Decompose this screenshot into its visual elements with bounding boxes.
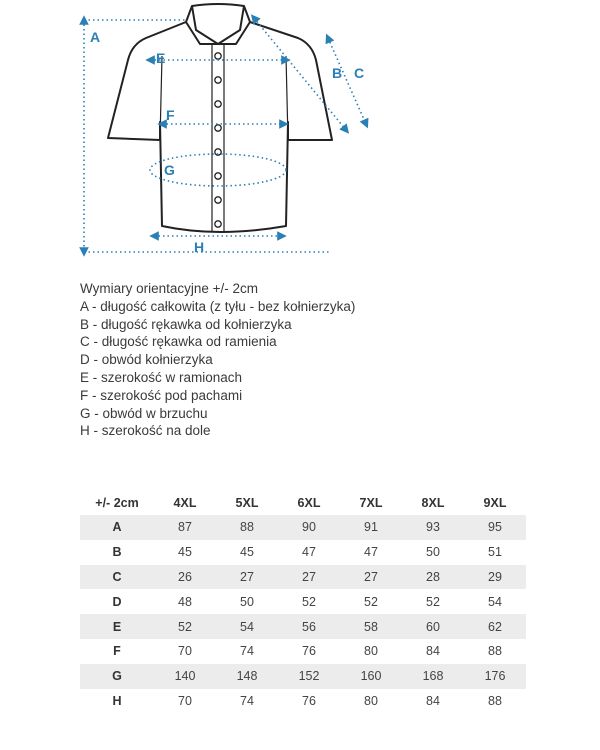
table-cell: 76 <box>278 689 340 714</box>
diagram-label-g: G <box>164 162 175 178</box>
row-label: B <box>80 540 154 565</box>
table-cell: 56 <box>278 614 340 639</box>
table-cell: 26 <box>154 565 216 590</box>
table-row <box>80 515 526 540</box>
table-row <box>80 565 526 590</box>
legend-line: F - szerokość pod pachami <box>80 387 243 403</box>
legend-line: Wymiary orientacyjne +/- 2cm <box>80 281 259 296</box>
size-header: 6XL <box>297 496 321 510</box>
diagram-label-c: C <box>354 65 365 81</box>
table-cell: 62 <box>464 614 526 639</box>
table-row <box>80 639 526 664</box>
table-cell: 168 <box>402 664 464 689</box>
table-cell: 90 <box>278 515 340 540</box>
table-cell: 47 <box>278 540 340 565</box>
row-label: C <box>80 565 154 590</box>
row-label: G <box>80 664 154 689</box>
size-header: 4XL <box>173 496 197 510</box>
table-cell: 148 <box>216 664 278 689</box>
diagram-label-h: H <box>194 239 205 255</box>
legend-line: C - długość rękawka od ramienia <box>80 334 277 350</box>
table-cell: 47 <box>340 540 402 565</box>
table-cell: 27 <box>216 565 278 590</box>
table-cell: 54 <box>216 614 278 639</box>
row-label: D <box>80 589 154 614</box>
diagram-label-b: B <box>332 65 343 81</box>
table-cell: 45 <box>216 540 278 565</box>
legend-line: E - szerokość w ramionach <box>80 369 243 385</box>
table-row <box>80 589 526 614</box>
table-cell: 48 <box>154 589 216 614</box>
diagram-label-e: E <box>156 50 166 66</box>
table-cell: 140 <box>154 664 216 689</box>
measurement-legend <box>80 280 500 440</box>
table-cell: 152 <box>278 664 340 689</box>
table-cell: 27 <box>340 565 402 590</box>
shirt-buttons <box>215 53 221 227</box>
measure-line-c <box>328 38 366 124</box>
size-header: 5XL <box>235 496 259 510</box>
table-row <box>80 664 526 689</box>
table-cell: 27 <box>278 565 340 590</box>
table-cell: 176 <box>464 664 526 689</box>
table-cell: 84 <box>402 689 464 714</box>
row-label: E <box>80 614 154 639</box>
table-cell: 76 <box>278 639 340 664</box>
table-cell: 50 <box>216 589 278 614</box>
table-corner: +/- 2cm <box>95 496 139 510</box>
legend-line: G - obwód w brzuchu <box>80 405 208 421</box>
table-cell: 70 <box>154 639 216 664</box>
table-cell: 58 <box>340 614 402 639</box>
table-cell: 52 <box>340 589 402 614</box>
table-cell: 74 <box>216 689 278 714</box>
diagram-label-a: A <box>90 29 101 45</box>
table-cell: 74 <box>216 639 278 664</box>
table-cell: 88 <box>464 689 526 714</box>
table-row <box>80 614 526 639</box>
table-cell: 45 <box>154 540 216 565</box>
table-cell: 52 <box>154 614 216 639</box>
row-label: A <box>80 515 154 540</box>
table-cell: 91 <box>340 515 402 540</box>
diagram-label-f: F <box>166 107 175 123</box>
table-cell: 80 <box>340 639 402 664</box>
size-header: 8XL <box>421 496 445 510</box>
table-cell: 54 <box>464 589 526 614</box>
table-cell: 28 <box>402 565 464 590</box>
size-header: 9XL <box>483 496 507 510</box>
legend-line: A - długość całkowita (z tyłu - bez kołnierzyka) <box>80 298 356 314</box>
table-cell: 80 <box>340 689 402 714</box>
table-cell: 60 <box>402 614 464 639</box>
table-header-row <box>80 491 526 515</box>
table-cell: 52 <box>402 589 464 614</box>
size-header: 7XL <box>359 496 383 510</box>
table-cell: 88 <box>216 515 278 540</box>
table-cell: 84 <box>402 639 464 664</box>
legend-line: D - obwód kołnierzyka <box>80 352 213 368</box>
table-cell: 87 <box>154 515 216 540</box>
size-table <box>80 491 526 713</box>
table-cell: 95 <box>464 515 526 540</box>
table-cell: 88 <box>464 639 526 664</box>
legend-line: B - długość rękawka od kołnierzyka <box>80 316 292 332</box>
table-cell: 160 <box>340 664 402 689</box>
table-cell: 29 <box>464 565 526 590</box>
table-row <box>80 540 526 565</box>
table-cell: 70 <box>154 689 216 714</box>
row-label: F <box>80 639 154 664</box>
table-cell: 52 <box>278 589 340 614</box>
table-cell: 51 <box>464 540 526 565</box>
row-label: H <box>80 689 154 714</box>
legend-line: H - szerokość na dole <box>80 423 211 439</box>
table-cell: 50 <box>402 540 464 565</box>
table-cell: 93 <box>402 515 464 540</box>
shirt-diagram <box>70 0 390 262</box>
table-row <box>80 689 526 714</box>
